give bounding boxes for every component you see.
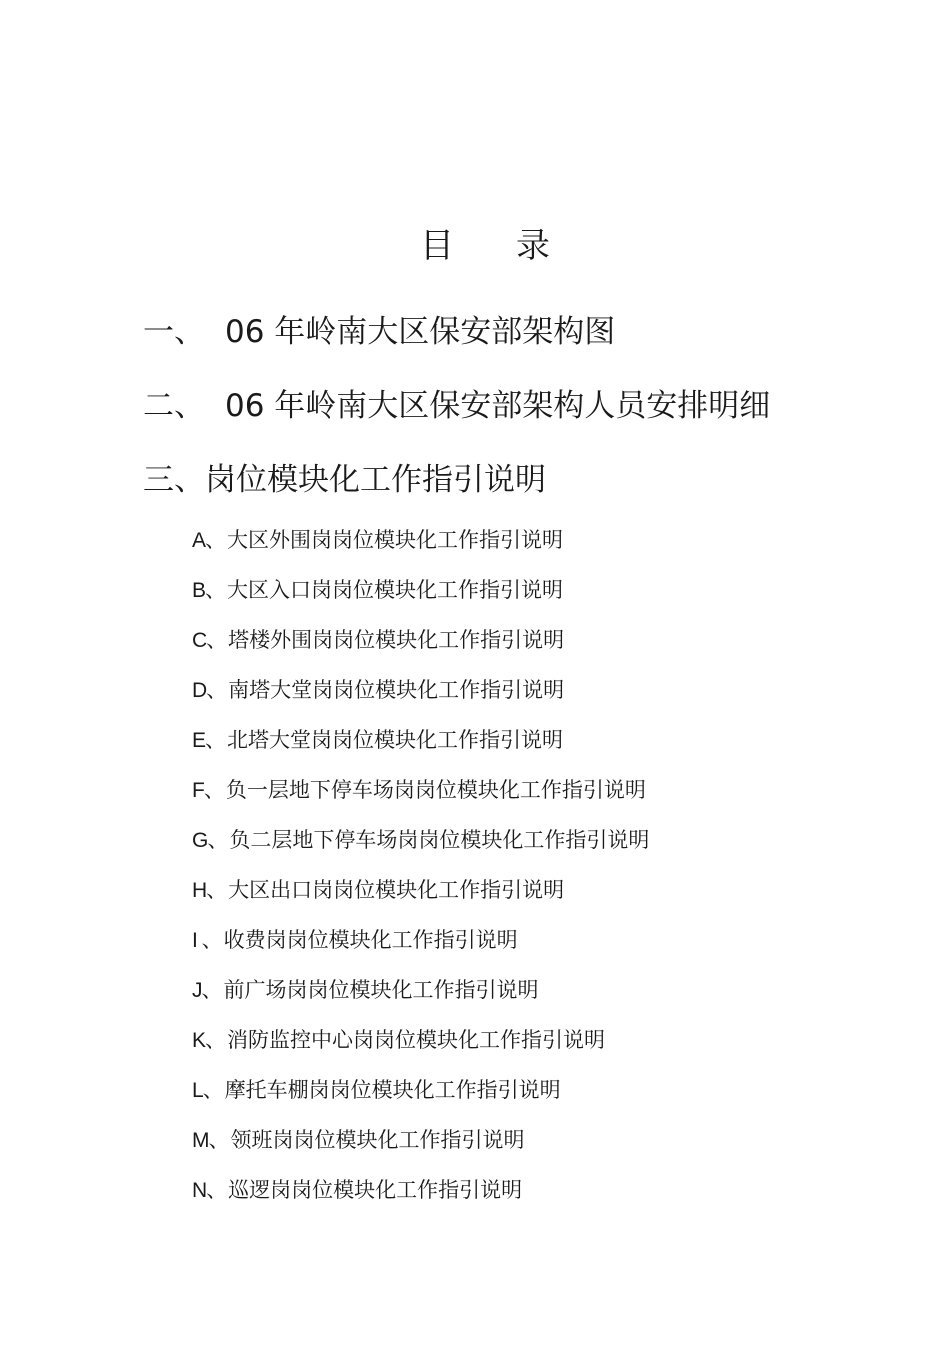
- toc-sub-item-label: 南塔大堂岗岗位模块化工作指引说明: [228, 678, 565, 702]
- toc-sub-item-label: 负一层地下停车场岗岗位模块化工作指引说明: [225, 778, 646, 802]
- toc-main-item-number: 二、: [143, 388, 205, 424]
- toc-sub-item-d[interactable]: [192, 672, 649, 722]
- toc-sub-item-label: 北塔大堂岗岗位模块化工作指引说明: [227, 728, 564, 752]
- toc-main-item-3[interactable]: [143, 458, 546, 502]
- toc-sub-item-letter: F、: [192, 779, 224, 802]
- toc-sub-item-i[interactable]: [192, 922, 649, 972]
- toc-main-item-1[interactable]: [143, 310, 615, 354]
- toc-sub-item-label: 领班岗岗位模块化工作指引说明: [230, 1128, 525, 1152]
- toc-sub-item-label: 收费岗岗位模块化工作指引说明: [223, 928, 518, 952]
- toc-sub-item-label: 消防监控中心岗岗位模块化工作指引说明: [227, 1028, 606, 1052]
- toc-sub-item-c[interactable]: [192, 622, 649, 672]
- toc-main-item-number: 一、: [143, 314, 205, 350]
- toc-sub-item-letter: K、: [192, 1029, 226, 1052]
- toc-main-item-number: 三、: [143, 462, 205, 498]
- toc-sub-item-letter: N、: [192, 1179, 227, 1202]
- toc-sub-item-f[interactable]: [192, 772, 649, 822]
- toc-sub-item-e[interactable]: [192, 722, 649, 772]
- toc-sub-item-b[interactable]: [192, 572, 649, 622]
- toc-main-item-label: 06 年岭南大区保安部架构图: [225, 314, 616, 350]
- toc-sub-item-letter: A、: [192, 529, 226, 552]
- toc-sub-item-l[interactable]: [192, 1072, 649, 1122]
- toc-sub-item-m[interactable]: [192, 1122, 649, 1172]
- toc-sub-item-letter: M、: [192, 1129, 229, 1152]
- toc-sub-item-n[interactable]: [192, 1172, 649, 1222]
- toc-sub-item-letter: I 、: [192, 929, 222, 952]
- toc-sub-item-label: 前广场岗岗位模块化工作指引说明: [223, 978, 539, 1002]
- toc-sub-item-k[interactable]: [192, 1022, 649, 1072]
- toc-sub-item-letter: D、: [192, 679, 227, 702]
- toc-main-item-label: 06 年岭南大区保安部架构人员安排明细: [225, 388, 771, 424]
- toc-title-char-1: 目: [420, 226, 454, 266]
- toc-title-char-2: 录: [516, 226, 550, 266]
- toc-sub-item-letter: J、: [192, 979, 222, 1002]
- toc-sub-item-label: 负二层地下停车场岗岗位模块化工作指引说明: [229, 828, 650, 852]
- toc-sub-item-label: 大区外围岗岗位模块化工作指引说明: [227, 528, 564, 552]
- toc-sub-item-g[interactable]: [192, 822, 649, 872]
- toc-sub-item-h[interactable]: [192, 872, 649, 922]
- toc-sub-item-label: 大区出口岗岗位模块化工作指引说明: [228, 878, 565, 902]
- toc-sub-item-letter: B、: [192, 579, 226, 602]
- toc-main-item-2[interactable]: [143, 384, 770, 428]
- toc-main-item-label: 岗位模块化工作指引说明: [205, 462, 546, 498]
- toc-sub-item-letter: C、: [192, 629, 227, 652]
- toc-sub-item-letter: G、: [192, 829, 228, 852]
- toc-sub-list: [192, 522, 649, 1222]
- toc-sub-item-label: 摩托车棚岗岗位模块化工作指引说明: [224, 1078, 561, 1102]
- toc-sub-item-letter: L、: [192, 1079, 223, 1102]
- toc-sub-item-label: 大区入口岗岗位模块化工作指引说明: [227, 578, 564, 602]
- toc-sub-item-j[interactable]: [192, 972, 649, 1022]
- toc-sub-item-a[interactable]: [192, 522, 649, 572]
- toc-sub-item-label: 塔楼外围岗岗位模块化工作指引说明: [228, 628, 565, 652]
- toc-sub-item-letter: H、: [192, 879, 227, 902]
- toc-sub-item-letter: E、: [192, 729, 226, 752]
- toc-title: [420, 222, 550, 270]
- toc-sub-item-label: 巡逻岗岗位模块化工作指引说明: [228, 1178, 523, 1202]
